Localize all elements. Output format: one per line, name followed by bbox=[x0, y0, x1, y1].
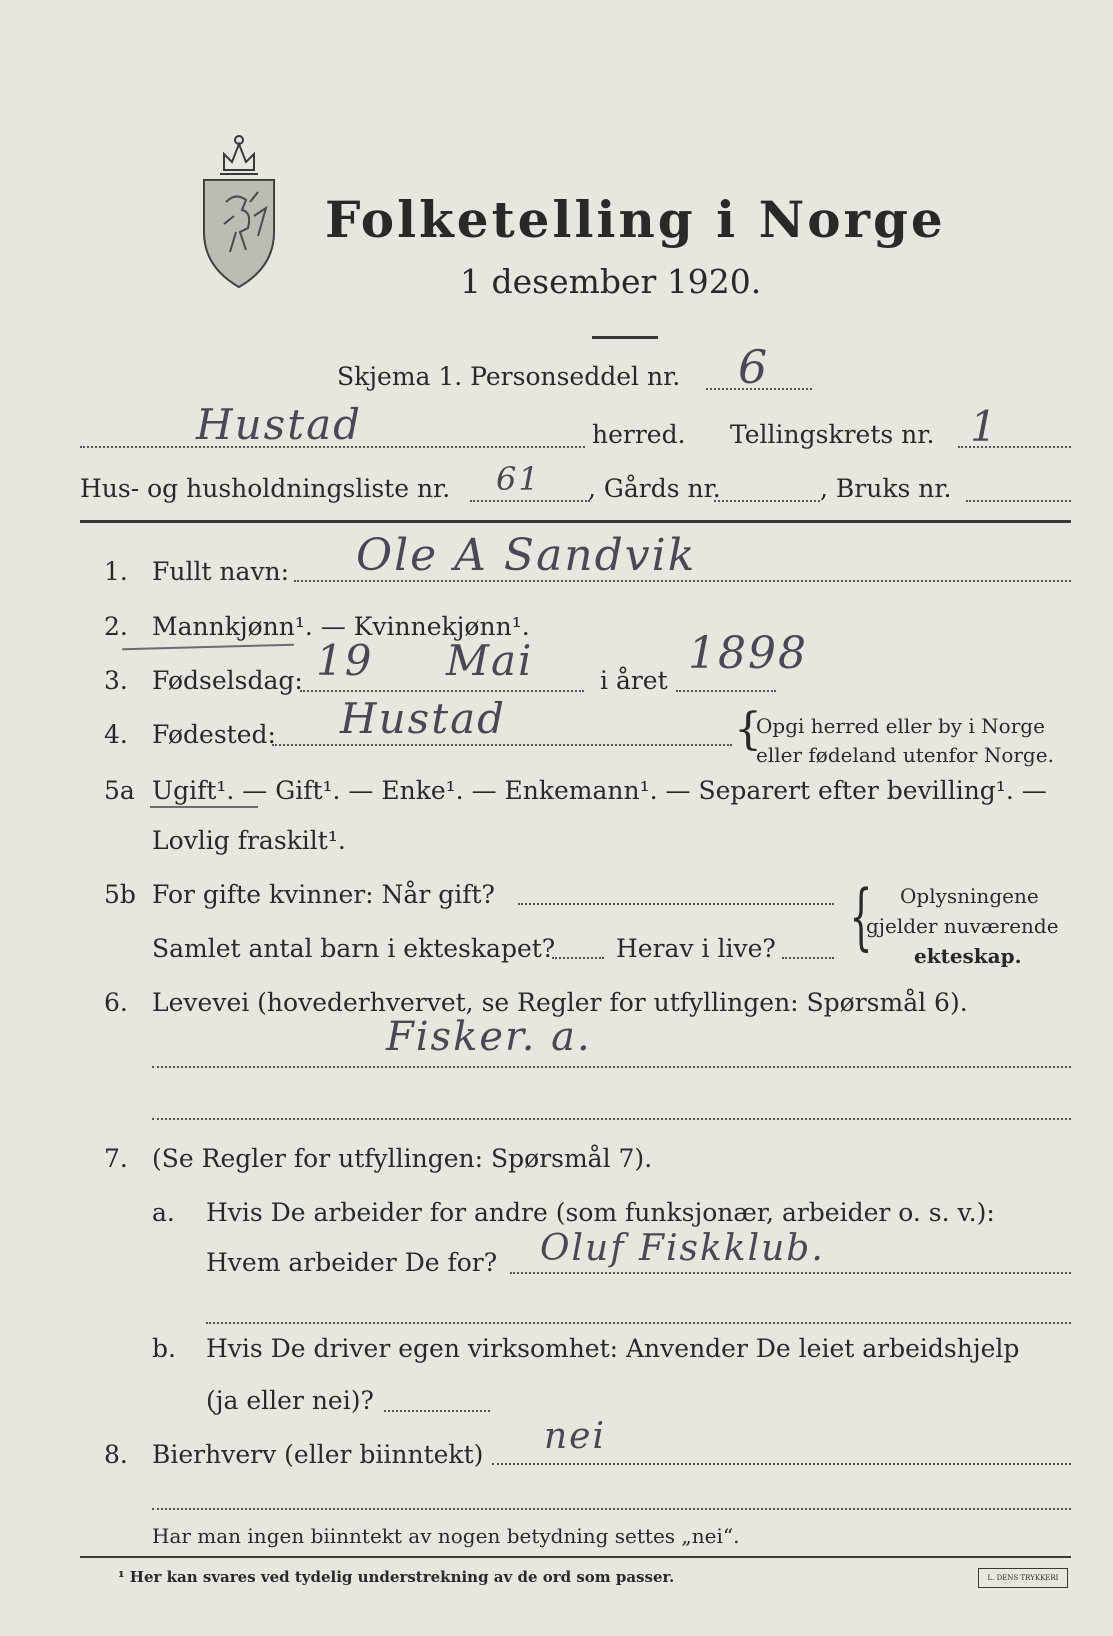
tellingskrets-label: Tellingskrets nr. bbox=[730, 420, 935, 449]
footer-divider bbox=[80, 1556, 1071, 1558]
q8-field-line2[interactable] bbox=[152, 1508, 1071, 1510]
q3-number: 3. bbox=[104, 666, 128, 695]
q7-number: 7. bbox=[104, 1144, 128, 1173]
footnote: ¹ Her kan svares ved tydelig understrekning av de ord som passer. bbox=[118, 1568, 675, 1586]
q5a-label2: Lovlig fraskilt¹. bbox=[152, 826, 346, 855]
q6-label: Levevei (hovederhvervet, se Regler for utfyllingen: Spørsmål 6). bbox=[152, 988, 968, 1017]
hus-label: Hus- og husholdningsliste nr. bbox=[80, 474, 451, 503]
q5b-note-line1: Oplysningene bbox=[900, 884, 1039, 908]
form-title: Folketelling i Norge bbox=[325, 190, 946, 249]
q1-value: Ole A Sandvik bbox=[356, 530, 697, 581]
q5b-label3: Herav i live? bbox=[616, 934, 776, 963]
q4-note-line1: Opgi herred eller by i Norge bbox=[756, 714, 1045, 738]
q4-label: Fødested: bbox=[152, 720, 276, 749]
q3-day-field[interactable] bbox=[300, 690, 584, 692]
q5b-label2: Samlet antal barn i ekteskapet? bbox=[152, 934, 556, 963]
q3-month-value: Mai bbox=[446, 636, 534, 685]
tellingskrets-value: 1 bbox=[970, 402, 999, 451]
q7a-label: Hvis De arbeider for andre (som funksjonær, arbeider o. s. v.): bbox=[206, 1198, 995, 1227]
q3-year-label: i året bbox=[600, 666, 668, 695]
q5b-note-line3: ekteskap. bbox=[914, 944, 1022, 968]
q5b-nar-gift-field[interactable] bbox=[518, 903, 834, 905]
q7a-value: Oluf Fiskklub. bbox=[540, 1228, 825, 1269]
q5a-label: Ugift¹. — Gift¹. — Enke¹. — Enkemann¹. — Separert efter bevilling¹. — bbox=[152, 776, 1047, 805]
q3-day-value: 19 bbox=[316, 636, 374, 685]
q7a-field-line2[interactable] bbox=[206, 1322, 1071, 1324]
q2-label: Mannkjønn¹. — Kvinnekjønn¹. bbox=[152, 612, 530, 641]
q2-number: 2. bbox=[104, 612, 128, 641]
q7b-label2: (ja eller nei)? bbox=[206, 1386, 374, 1415]
q5b-note-line2: gjelder nuværende bbox=[866, 914, 1059, 938]
q2-underline bbox=[122, 644, 294, 651]
q7a-letter: a. bbox=[152, 1198, 175, 1227]
bottom-note: Har man ingen biinntekt av nogen betydning settes „nei“. bbox=[152, 1524, 740, 1548]
q5b-note-brace: { bbox=[849, 874, 873, 958]
q5b-label: For gifte kvinner: Når gift? bbox=[152, 880, 495, 909]
norway-coat-of-arms-icon bbox=[196, 132, 282, 292]
herred-label: herred. bbox=[592, 420, 686, 449]
title-divider bbox=[592, 336, 658, 339]
q7a-label2: Hvem arbeider De for? bbox=[206, 1248, 498, 1277]
hus-field[interactable] bbox=[470, 500, 590, 502]
q4-value: Hustad bbox=[340, 694, 507, 743]
q4-number: 4. bbox=[104, 720, 128, 749]
hus-value: 61 bbox=[496, 460, 541, 498]
q5a-number: 5a bbox=[104, 776, 135, 805]
q7b-field[interactable] bbox=[384, 1410, 490, 1412]
q6-field-line2[interactable] bbox=[152, 1118, 1071, 1120]
q6-value: Fisker. a. bbox=[386, 1014, 592, 1060]
q1-number: 1. bbox=[104, 557, 128, 586]
q7-label: (Se Regler for utfyllingen: Spørsmål 7). bbox=[152, 1144, 653, 1173]
q4-note-brace: { bbox=[734, 704, 762, 755]
q8-value: nei bbox=[544, 1416, 607, 1457]
q4-field[interactable] bbox=[272, 744, 732, 746]
q3-year-value: 1898 bbox=[688, 628, 808, 679]
q8-label: Bierhverv (eller biinntekt) bbox=[152, 1440, 484, 1469]
q7a-field[interactable] bbox=[510, 1272, 1071, 1274]
q6-field-line1[interactable] bbox=[152, 1066, 1071, 1068]
q4-note-line2: eller fødeland utenfor Norge. bbox=[756, 743, 1054, 767]
q7b-letter: b. bbox=[152, 1334, 176, 1363]
personseddel-value: 6 bbox=[738, 340, 770, 394]
gards-label: , Gårds nr. bbox=[588, 474, 721, 503]
q3-year-field[interactable] bbox=[676, 690, 776, 692]
bruks-field[interactable] bbox=[966, 500, 1071, 502]
q3-label: Fødselsdag: bbox=[152, 666, 303, 695]
q6-number: 6. bbox=[104, 988, 128, 1017]
q5b-barn-field[interactable] bbox=[552, 957, 604, 959]
q8-number: 8. bbox=[104, 1440, 128, 1469]
gards-field[interactable] bbox=[714, 500, 820, 502]
herred-value: Hustad bbox=[196, 400, 363, 449]
q1-label: Fullt navn: bbox=[152, 557, 290, 586]
q5b-number: 5b bbox=[104, 880, 136, 909]
printer-mark: L. DENS TRYKKERI bbox=[978, 1568, 1068, 1588]
q5b-i-live-field[interactable] bbox=[782, 957, 834, 959]
header-divider bbox=[80, 520, 1071, 523]
q7b-label: Hvis De driver egen virksomhet: Anvender De leiet arbeidshjelp bbox=[206, 1334, 1020, 1363]
q5a-underline bbox=[150, 806, 258, 808]
q8-field[interactable] bbox=[492, 1463, 1071, 1465]
census-date: 1 desember 1920. bbox=[460, 262, 762, 301]
schema-label: Skjema 1. Personseddel nr. bbox=[337, 362, 681, 391]
bruks-label: , Bruks nr. bbox=[820, 474, 952, 503]
